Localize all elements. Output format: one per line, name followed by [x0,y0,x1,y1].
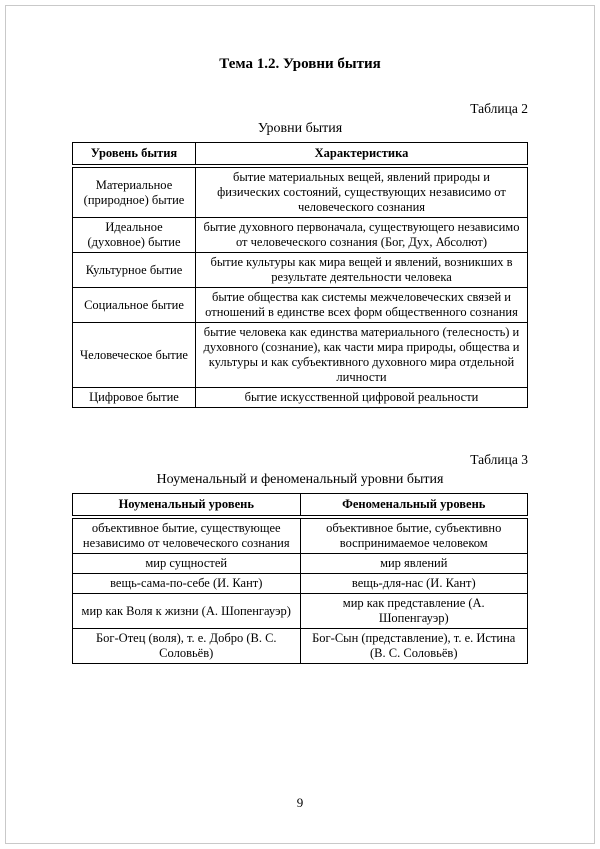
table3-caption-label: Таблица 3 [470,452,528,467]
table-cell-level: Социальное бытие [73,288,196,323]
table-row [73,323,528,388]
table-cell-noumenal: мир как Воля к жизни (А. Шопенгауэр) [73,594,301,629]
table-cell-phenomenal: объективное бытие, субъективно воспринимаемое человеком [300,517,528,554]
column-header-noumenal: Ноуменальный уровень [73,494,301,518]
table-levels-of-being [72,142,528,408]
section-spacer [72,430,528,452]
table-cell-desc: бытие материальных вещей, явлений природы и физических состояний, существующих независимо от человеческого сознания [196,166,528,218]
table-row [73,554,528,574]
table-cell-level: Культурное бытие [73,253,196,288]
table-cell-desc: бытие культуры как мира вещей и явлений, возникших в результате деятельности человека [196,253,528,288]
table-cell-level: Материальное (природное) бытие [73,166,196,218]
page-number: 9 [296,795,304,810]
table-cell-noumenal: мир сущностей [73,554,301,574]
table2-caption-title: Уровни бытия [257,121,343,136]
table-cell-level: Идеальное (духовное) бытие [73,218,196,253]
table-row [73,629,528,664]
table-row [73,388,528,408]
table-row [73,166,528,218]
table-row [73,288,528,323]
table-cell-phenomenal: Бог-Сын (представление), т. е. Истина (В. С. Соловьёв) [300,629,528,664]
table-noumenal-phenomenal [72,493,528,664]
table-cell-noumenal: объективное бытие, существующее независимо от человеческого сознания [73,517,301,554]
table-row [73,253,528,288]
column-header-level: Уровень бытия [73,143,196,167]
table-row [73,218,528,253]
table-header-row [73,494,528,518]
table-cell-level: Цифровое бытие [73,388,196,408]
table-cell-noumenal: вещь-сама-по-себе (И. Кант) [73,574,301,594]
column-header-characteristic: Характеристика [196,143,528,167]
table-cell-phenomenal: мир явлений [300,554,528,574]
table-cell-level: Человеческое бытие [73,323,196,388]
table-cell-desc: бытие общества как системы межчеловеческих связей и отношений в единстве всех форм общественного сознания [196,288,528,323]
table-cell-noumenal: Бог-Отец (воля), т. е. Добро (В. С. Соловьёв) [73,629,301,664]
table-cell-desc: бытие духовного первоначала, существующего независимо от человеческого сознания (Бог, Дух, Абсолют) [196,218,528,253]
table-row [73,594,528,629]
table-cell-desc: бытие человека как единства материального (телесность) и духовного (сознание), как части мира природы, общества и культуры и как субъективного духовного мира отдельной личности [196,323,528,388]
table-cell-phenomenal: вещь-для-нас (И. Кант) [300,574,528,594]
table3-caption-title: Ноуменальный и феноменальный уровни бытия [156,472,444,487]
page-title: Тема 1.2. Уровни бытия [219,56,381,72]
table-row [73,517,528,554]
table2-caption-label: Таблица 2 [470,101,528,116]
table-row [73,574,528,594]
table-cell-desc: бытие искусственной цифровой реальности [196,388,528,408]
table-header-row [73,143,528,167]
table-cell-phenomenal: мир как представление (А. Шопенгауэр) [300,594,528,629]
column-header-phenomenal: Феноменальный уровень [300,494,528,518]
